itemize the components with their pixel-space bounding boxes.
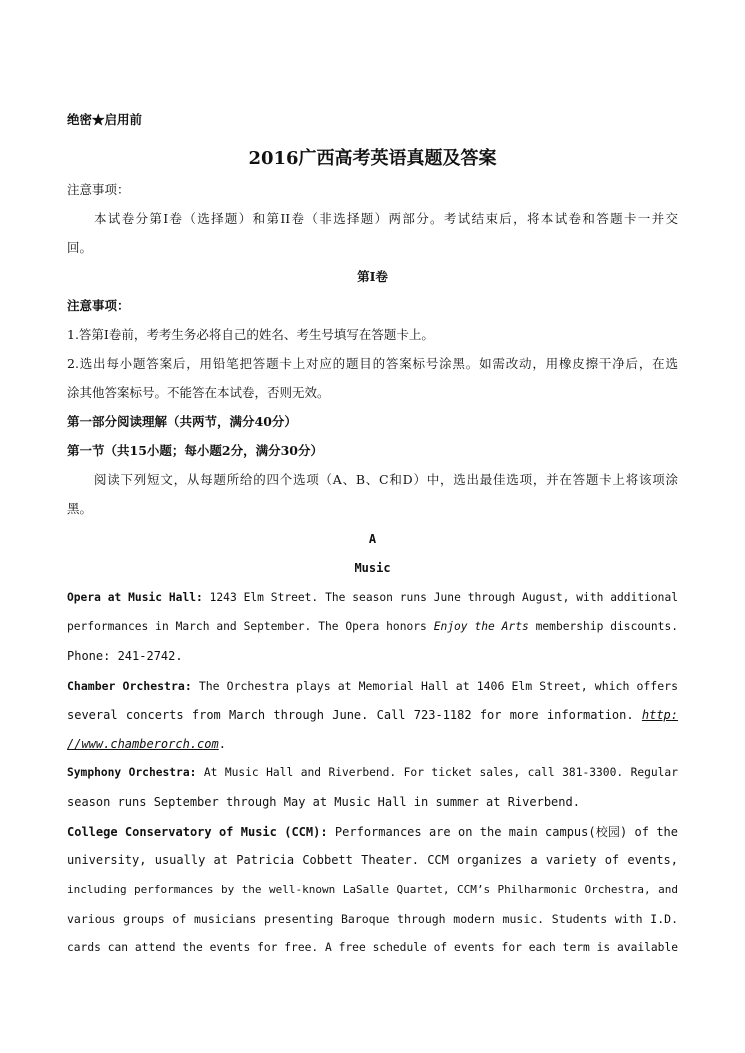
notice-heading-2: 注意事项：: [67, 298, 130, 313]
instruction-2-line1: 2.选出每小题答案后，用铅笔把答题卡上对应的题目的答案标号涂黑。如需改动，用橡皮擦干净后，在选: [67, 356, 678, 371]
opera-name: Opera at Music Hall:: [67, 591, 203, 604]
chamber-line3-end: .: [218, 737, 226, 751]
chamber-entry-line1: [67, 679, 678, 693]
ccm-line1-text: Performances are on the main campus(校园) of the: [327, 825, 679, 839]
volume1-heading: 第Ⅰ卷: [357, 269, 388, 284]
chamber-name: Chamber Orchestra:: [67, 679, 192, 693]
section1-heading: 第一节（共15小题；每小题2分，满分30分）: [67, 443, 323, 458]
chamber-entry-line2: [67, 708, 678, 722]
reading-instruction-line1: 阅读下列短文，从每题所给的四个选项（A、B、C和D）中，选出最佳选项，并在答题卡上将该项涂: [94, 472, 678, 487]
ccm-entry-line3: including performances by the well-known LaSalle Quartet, CCM’s Philharmonic Orchestra, and: [67, 883, 678, 896]
opera-line2-italic: Enjoy the Arts: [433, 620, 529, 633]
part1-heading: 第一部分阅读理解（共两节，满分40分）: [67, 414, 297, 429]
opera-entry-line2: [67, 620, 678, 633]
symphony-entry-line1: [67, 766, 678, 779]
page-title: 2016广西高考英语真题及答案: [248, 148, 497, 169]
opera-entry-line1: [67, 591, 678, 604]
opera-line2b-text: membership discounts.: [528, 620, 678, 633]
ccm-entry-line2: university, usually at Patricia Cobbett Theater. CCM organizes a variety of events,: [67, 853, 678, 867]
opera-line2a-text: performances in March and September. The Opera honors: [67, 620, 434, 633]
passage-letter: A: [368, 532, 377, 546]
confidential-label: 绝密★启用前: [67, 112, 143, 127]
chamber-line1-text: The Orchestra plays at Memorial Hall at 1406 Elm Street, which offers: [191, 679, 679, 693]
instruction-2-line2: 涂其他答案标号。不能答在本试卷，否则无效。: [67, 385, 330, 400]
chamber-entry-line3: [67, 737, 678, 751]
opera-entry-line3: Phone: 241-2742.: [67, 649, 183, 663]
passage-title: Music: [354, 561, 391, 575]
ccm-entry-line5: cards can attend the events for free. A free schedule of events for each term is available: [67, 941, 678, 954]
ccm-entry-line1: [67, 823, 678, 840]
chamber-link-part1[interactable]: http:: [641, 708, 678, 722]
opera-line1-text: 1243 Elm Street. The season runs June through August, with additional: [202, 591, 678, 604]
reading-instruction-line2: 黑。: [67, 501, 93, 516]
chamber-line2-text: several concerts from March through June. Call 723-1182 for more information.: [67, 708, 642, 722]
ccm-entry-line4: various groups of musicians presenting Baroque through modern music. Students with I.D.: [67, 912, 678, 926]
symphony-line1-text: At Music Hall and Riverbend. For ticket sales, call 381-3300. Regular: [196, 766, 678, 779]
symphony-entry-line2: season runs September through May at Music Hall in summer at Riverbend.: [67, 795, 580, 809]
notice-text-line2: 回。: [67, 240, 93, 255]
symphony-name: Symphony Orchestra:: [67, 766, 197, 779]
notice-text-line1: 本试卷分第Ⅰ卷（选择题）和第II卷（非选择题）两部分。考试结束后，将本试卷和答题卡一并交: [94, 211, 678, 226]
notice-heading: 注意事项：: [67, 182, 130, 197]
instruction-1: 1.答第Ⅰ卷前，考考生务必将自己的姓名、考生号填写在答题卡上。: [67, 327, 434, 342]
chamber-link-part2[interactable]: //www.chamberorch.com: [67, 737, 219, 751]
ccm-name: College Conservatory of Music (CCM):: [67, 825, 328, 839]
